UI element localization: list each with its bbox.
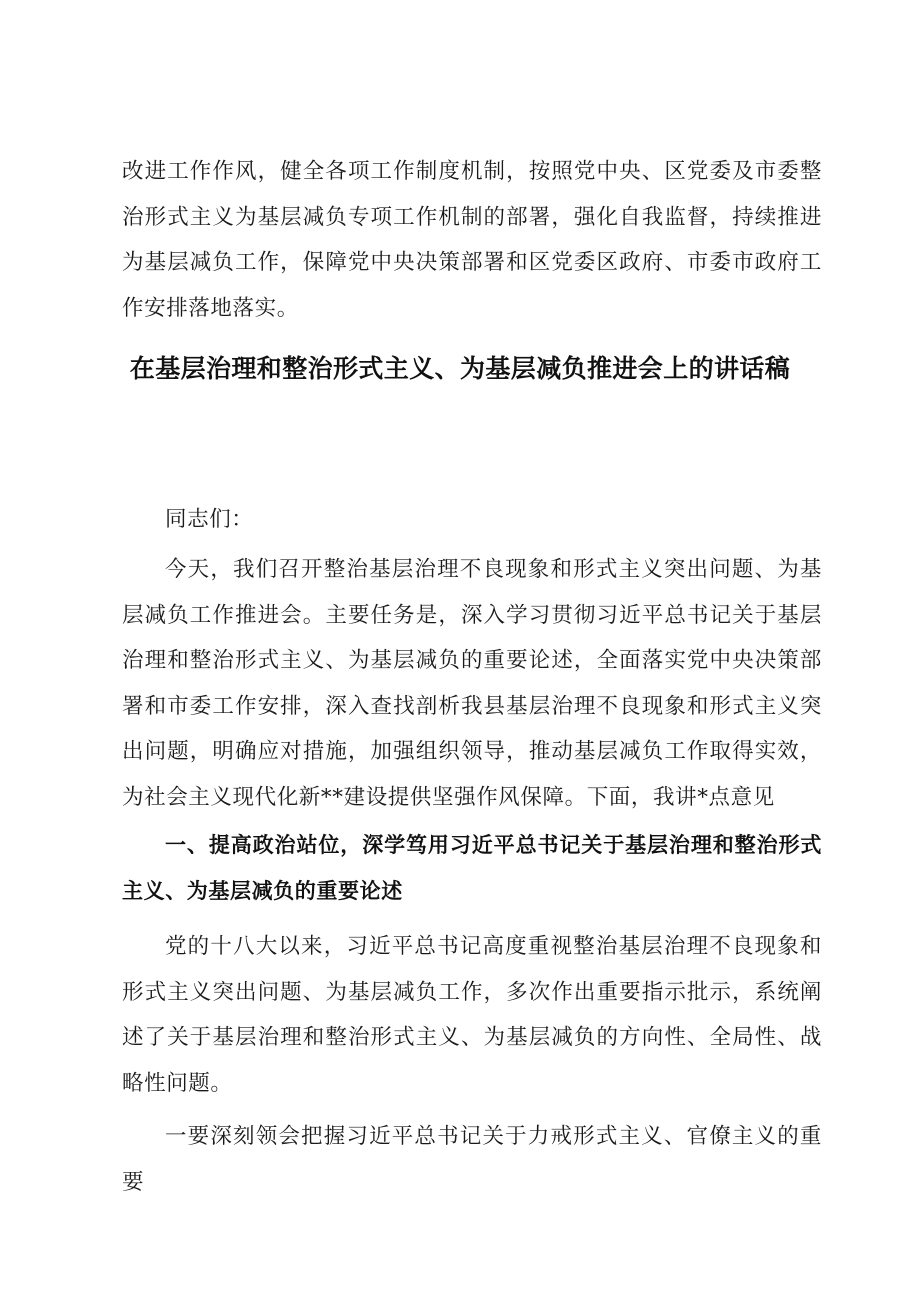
section-1-point-1-paragraph: 一要深刻领会把握习近平总书记关于力戒形式主义、官僚主义的重要 [122, 1124, 822, 1195]
section-1-paragraph: 党的十八大以来，习近平总书记高度重视整治基层治理不良现象和形式主义突出问题、为基层减负工作，多次作出重要指示批示，系统阐述了关于基层治理和整治形式主义、为基层减负的方向性、全局性、战略性问题。 [122, 934, 822, 1096]
salutation: 同志们： [165, 507, 254, 532]
speech-title: 在基层治理和整治形式主义、为基层减负推进会上的讲话稿 [129, 354, 791, 383]
intro-paragraph: 改进工作作风，健全各项工作制度机制，按照党中央、区党委及市委整治形式主义为基层减负专项工作机制的部署，强化自我监督，持续推进为基层减负工作，保障党中央决策部署和区党委区政府、市委市政府工作安排落地落实。 [122, 159, 822, 321]
opening-paragraph: 今天，我们召开整治基层治理不良现象和形式主义突出问题、为基层减负工作推进会。主要任务是，深入学习贯彻习近平总书记关于基层治理和整治形式主义、为基层减负的重要论述，全面落实党中央决策部署和市委工作安排，深入查找剖析我县基层治理不良现象和形式主义突出问题，明确应对措施，加强组织领导，推动基层减负工作取得实效，为社会主义现代化新**建设提供坚强作风保障。下面，我讲*点意见 [122, 557, 822, 810]
section-heading-1: 一、提高政治站位，深学笃用习近平总书记关于基层治理和整治形式主义、为基层减负的重要论述 [122, 833, 822, 903]
